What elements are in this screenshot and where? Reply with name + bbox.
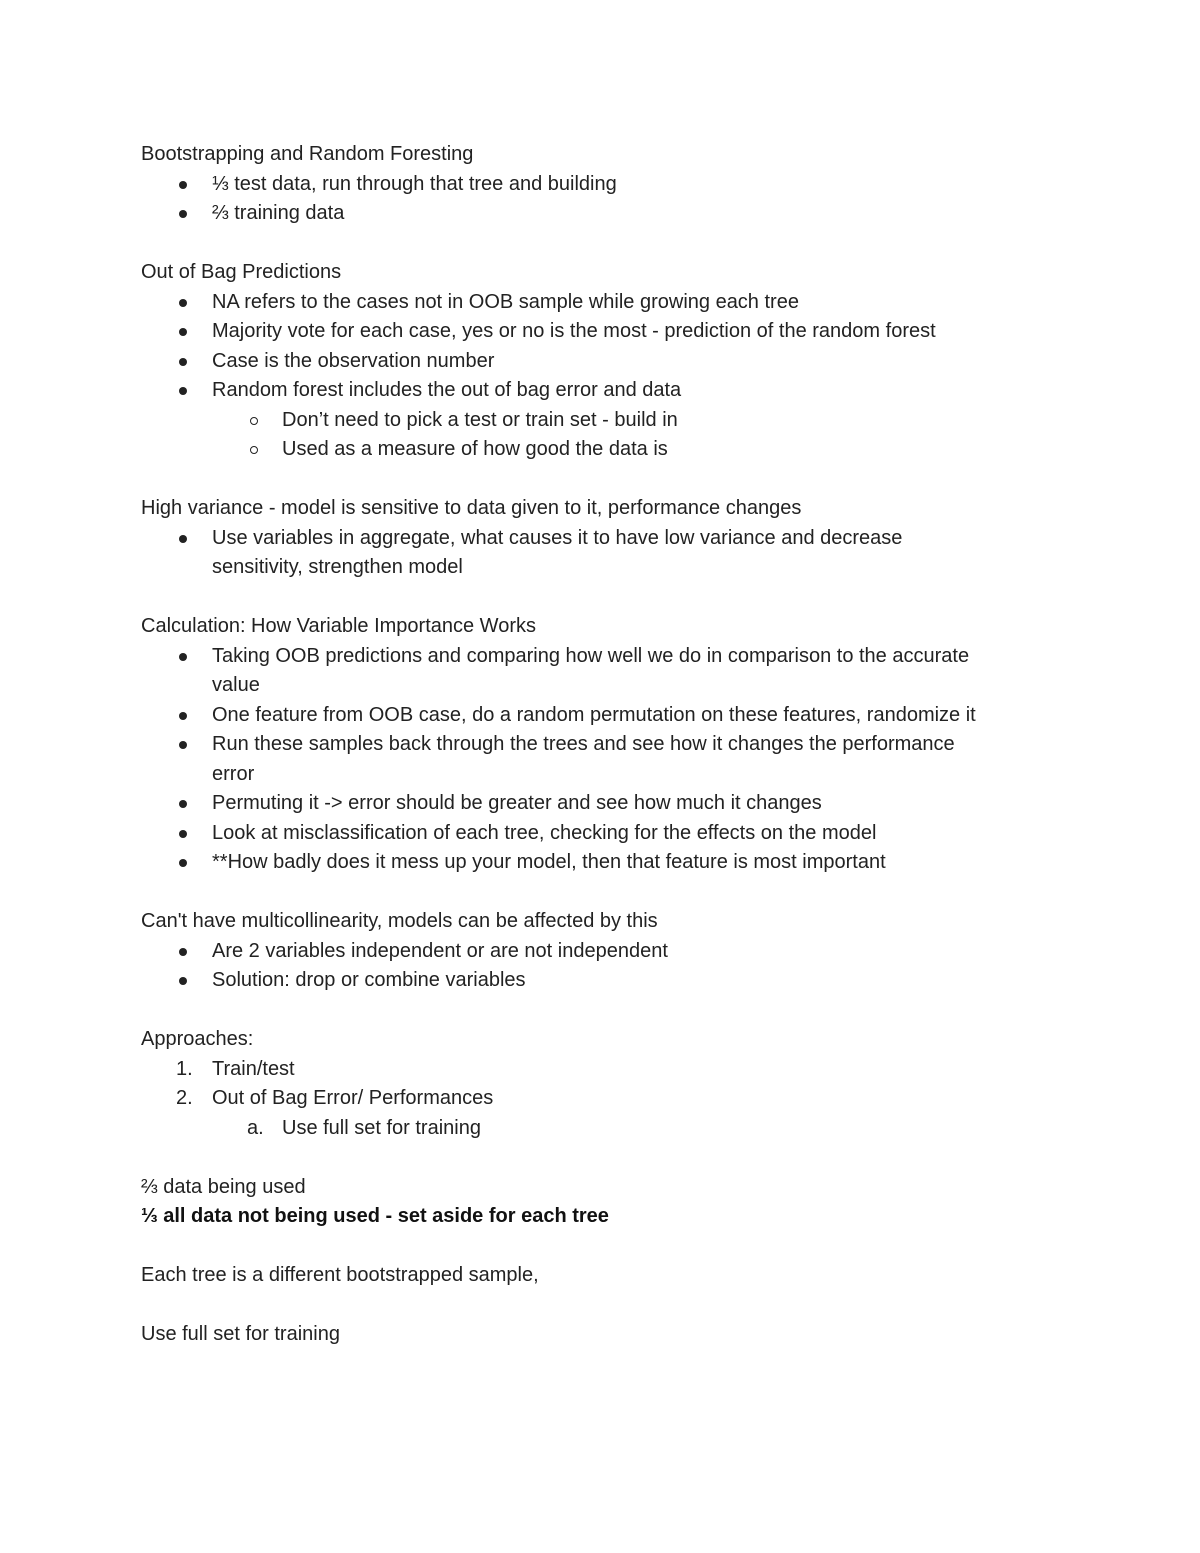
section-heading: Out of Bag Predictions <box>141 261 342 283</box>
list-item <box>141 170 1061 200</box>
list-item-text: NA refers to the cases not in OOB sample while growing each tree <box>212 290 799 313</box>
lettered-item <box>141 1114 1061 1144</box>
list-item <box>141 848 1061 878</box>
list-item-text: Are 2 variables independent or are not independent <box>212 939 668 962</box>
sub-list-item-text: Don’t need to pick a test or train set - build in <box>282 408 678 431</box>
sub-list-item <box>141 406 1061 436</box>
spacer <box>141 583 1061 613</box>
bullet-circle-icon <box>250 417 258 425</box>
section-heading: High variance - model is sensitive to data given to it, performance changes <box>141 497 802 519</box>
list-letter: a. <box>247 1116 264 1139</box>
list-item-text: One feature from OOB case, do a random permutation on these features, randomize it <box>212 703 976 726</box>
bullet-dot-icon <box>179 181 187 189</box>
bullet-dot-icon <box>179 800 187 808</box>
numbered-item-text: Train/test <box>212 1057 295 1080</box>
list-item <box>141 789 1061 819</box>
list-item-text: sensitivity, strengthen model <box>212 556 463 578</box>
spacer <box>141 1291 1061 1321</box>
list-item-text: value <box>212 674 260 696</box>
spacer <box>141 1143 1061 1173</box>
note-line-bold: ⅓ all data not being used - set aside for each tree <box>141 1205 609 1227</box>
list-item-text: Random forest includes the out of bag error and data <box>212 379 682 401</box>
bullet-dot-icon <box>179 977 187 985</box>
note-line: Each tree is a different bootstrapped sample, <box>141 1264 539 1286</box>
bullet-dot-icon <box>179 358 187 366</box>
bullet-list <box>141 524 1061 583</box>
list-item-text: Taking OOB predictions and comparing how well we do in comparison to the accurate <box>212 644 970 667</box>
list-item <box>141 966 1061 996</box>
list-item <box>141 347 1061 377</box>
spacer <box>141 229 1061 259</box>
list-item-text: error <box>212 762 255 785</box>
bullet-dot-icon <box>179 387 187 395</box>
numbered-item-text: Out of Bag Error/ Performances <box>212 1087 494 1109</box>
list-item <box>141 288 1061 318</box>
bullet-dot-icon <box>179 299 187 307</box>
spacer <box>141 465 1061 495</box>
note-line: ⅔ data being used <box>141 1175 306 1198</box>
list-item-text: Use variables in aggregate, what causes it to have low variance and decrease <box>212 526 903 549</box>
bullet-dot-icon <box>179 653 187 661</box>
list-number: 2. <box>176 1087 193 1109</box>
sub-list-item <box>141 435 1061 465</box>
numbered-item <box>141 1084 1061 1114</box>
bullet-circle-icon <box>250 446 258 454</box>
lettered-item-text: Use full set for training <box>282 1116 481 1139</box>
section-heading: Can't have multicollinearity, models can be affected by this <box>141 910 658 932</box>
list-item-continuation <box>141 760 1061 790</box>
bullet-list <box>141 288 1061 465</box>
document-page <box>141 140 1061 1350</box>
bullet-list <box>141 937 1061 996</box>
list-item <box>141 819 1061 849</box>
list-item <box>141 937 1061 967</box>
bullet-dot-icon <box>179 830 187 838</box>
list-item-text: ⅔ training data <box>212 202 345 224</box>
note-line: Use full set for training <box>141 1323 340 1345</box>
list-item <box>141 376 1061 406</box>
list-item-text: **How badly does it mess up your model, then that feature is most important <box>212 851 886 873</box>
list-item-text: ⅓ test data, run through that tree and building <box>212 172 617 195</box>
spacer <box>141 996 1061 1026</box>
list-item <box>141 199 1061 229</box>
numbered-item <box>141 1055 1061 1085</box>
sub-list-item-text: Used as a measure of how good the data is <box>282 438 668 460</box>
bullet-dot-icon <box>179 741 187 749</box>
list-item <box>141 642 1061 672</box>
bullet-dot-icon <box>179 328 187 336</box>
bullet-dot-icon <box>179 210 187 218</box>
list-item-text: Solution: drop or combine variables <box>212 969 526 991</box>
list-number: 1. <box>176 1057 193 1080</box>
list-item-continuation <box>141 671 1061 701</box>
list-item <box>141 317 1061 347</box>
list-item-text: Run these samples back through the trees and see how it changes the performance <box>212 733 955 755</box>
list-item <box>141 701 1061 731</box>
bullet-dot-icon <box>179 948 187 956</box>
bullet-list <box>141 170 1061 229</box>
section-heading: Calculation: How Variable Importance Works <box>141 615 536 637</box>
list-item-text: Case is the observation number <box>212 349 495 372</box>
list-item-text: Look at misclassification of each tree, checking for the effects on the model <box>212 821 877 844</box>
section-heading: Bootstrapping and Random Foresting <box>141 143 474 165</box>
bullet-list <box>141 642 1061 878</box>
list-item-continuation <box>141 553 1061 583</box>
list-item-text: Majority vote for each case, yes or no is the most - prediction of the random forest <box>212 320 936 342</box>
list-item <box>141 730 1061 760</box>
bullet-dot-icon <box>179 535 187 543</box>
spacer <box>141 878 1061 908</box>
spacer <box>141 1232 1061 1262</box>
bullet-dot-icon <box>179 859 187 867</box>
bullet-dot-icon <box>179 712 187 720</box>
list-item <box>141 524 1061 554</box>
section-heading: Approaches: <box>141 1028 254 1050</box>
list-item-text: Permuting it -> error should be greater and see how much it changes <box>212 792 822 814</box>
numbered-list <box>141 1055 1061 1144</box>
